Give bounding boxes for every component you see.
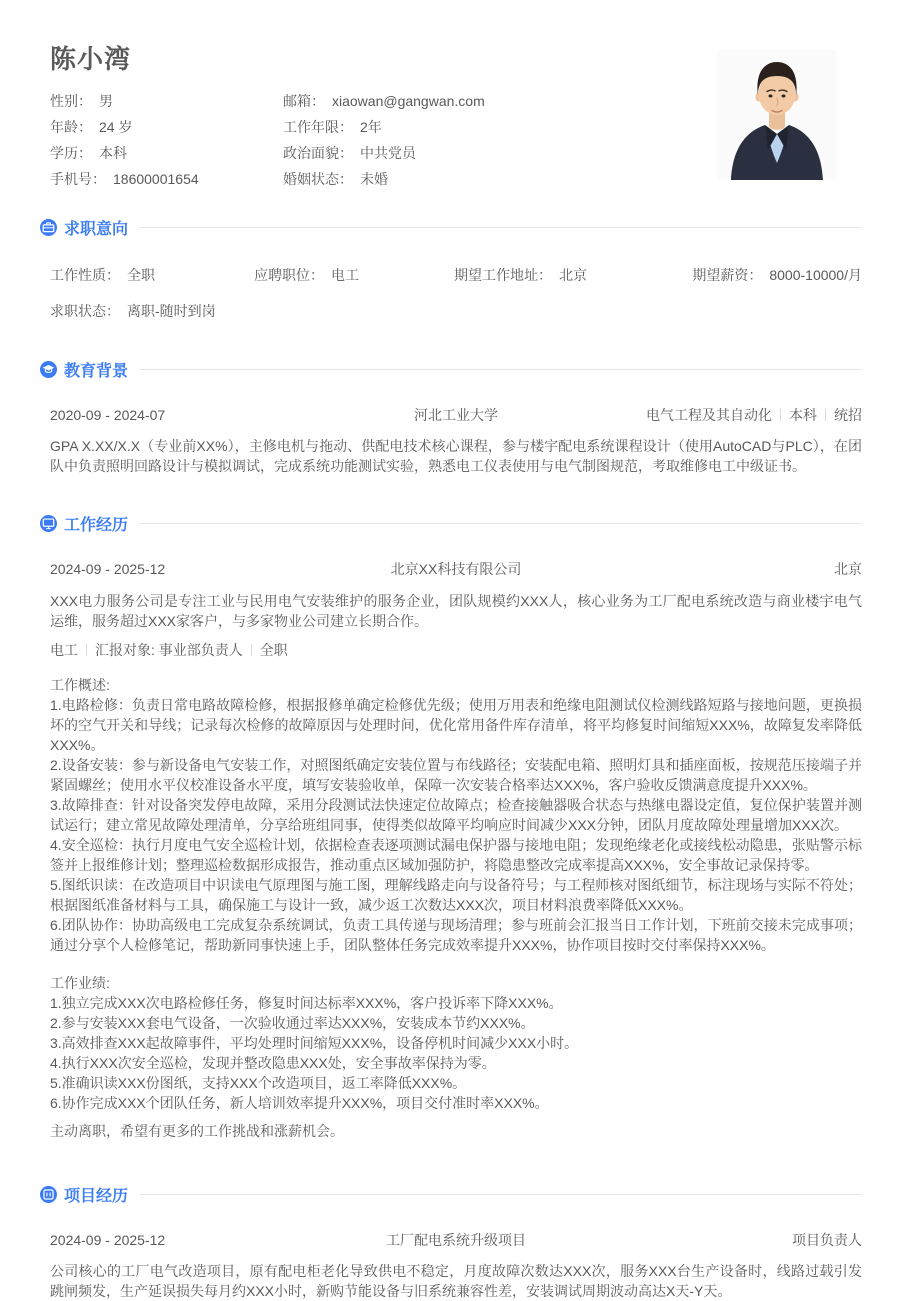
project-name: 工厂配电系统升级项目 — [386, 1232, 526, 1248]
section-work-experience — [0, 512, 900, 1141]
separator — [251, 644, 252, 656]
section-project-experience — [0, 1183, 900, 1301]
duty-item: 4.安全巡检：执行月度电气安全巡检计划，依据检查表逐项测试漏电保护器与接地电阻；发现绝缘老化或接线松动隐患，张贴警示标签并上报维修计划；整理巡检数据形成报告，推动重点区域加强防护，将隐患整改完成率提高XXX%，安全事故记录保持零。 — [50, 837, 862, 873]
project-role: 项目负责人 — [792, 1232, 862, 1248]
info-value: 男 — [99, 93, 113, 109]
field-label: 期望工作地址： — [454, 267, 552, 283]
separator — [86, 644, 87, 656]
info-label: 工作年限： — [283, 119, 353, 135]
duty-item: 2.设备安装：参与新设备电气安装工作，对照图纸确定安装位置与布线路径；安装配电箱、照明灯具和插座面板，按规范压接端子并紧固螺丝；使用水平仪校准设备水平度，填写安装验收单，保障一次安装合格率达XXX%，客户验收反馈满意度提升XXX%。 — [50, 757, 862, 793]
intent-field-location — [454, 265, 682, 285]
info-row-gender — [50, 88, 283, 114]
intent-fields-row — [50, 265, 862, 285]
info-row-education — [50, 140, 283, 166]
duty-item: 1.电路检修：负责日常电路故障检修，根据报修单确定检修优先级；使用万用表和绝缘电阻测试仪检测线路短路与接地问题，更换损坏的空气开关和导线；记录每次检修的故障原因与处理时间，优化常用备件库存清单，将平均修复时间缩短XXX%，故障复发率降低XXX%。 — [50, 697, 862, 753]
company-intro: XXX电力服务公司是专注工业与民用电气安装维护的服务企业，团队规模约XXX人，核心业务为工厂配电系统改造与商业楼宇电气运维，服务超过XXX家客户，与多家物业公司建立长期合作。 — [50, 593, 862, 629]
section-title: 教育背景 — [64, 363, 129, 380]
section-header — [0, 216, 862, 239]
work-row — [50, 559, 862, 579]
field-value: 全职 — [127, 267, 155, 283]
section-header — [0, 358, 862, 381]
candidate-name: 陈小湾 — [50, 44, 132, 74]
info-label: 年龄： — [50, 119, 92, 135]
info-label: 手机号： — [50, 171, 106, 187]
duty-item: 6.团队协作：协助高级电工完成复杂系统调试，负责工具传递与现场清理；参与班前会汇报当日工作计划，下班前交接未完成事项；通过分享个人检修笔记，帮助新同事快速上手，团队整体任务完成效率提升XXX%，协作项目按时交付率保持XXX%。 — [50, 917, 862, 953]
field-label: 求职状态： — [50, 303, 120, 319]
field-value: 8000-10000/月 — [769, 267, 862, 283]
field-label: 期望薪资： — [692, 267, 763, 283]
achievements-label: 工作业绩: — [50, 975, 110, 991]
achievement-item: 2.参与安装XXX套电气设备，一次验收通过率达XXX%，安装成本节约XXX%。 — [50, 1015, 535, 1031]
education-meta — [646, 405, 862, 425]
info-value: 24 岁 — [99, 119, 133, 135]
section-divider — [140, 1194, 862, 1195]
separator — [780, 409, 781, 421]
briefcase-icon — [40, 219, 57, 236]
education-description: GPA X.XX/X.X（专业前XX%），主修电机与拖动、供配电技术核心课程，参与楼宇配电系统课程设计（使用AutoCAD与PLC），在团队中负责照明回路设计与模拟调试，完成系统功能测试实验，熟悉电工仪表使用与电气制图规范，考取维修电工中级证书。 — [50, 438, 862, 474]
education-period: 2020-09 - 2024-07 — [50, 407, 166, 423]
work-location: 北京 — [834, 561, 862, 577]
achievement-item: 1.独立完成XXX次电路检修任务，修复时间达标率XXX%，客户投诉率下降XXX%。 — [50, 995, 563, 1011]
info-value: 中共党员 — [360, 145, 416, 161]
achievement-item: 6.协作完成XXX个团队任务，新人培训效率提升XXX%，项目交付准时率XXX%。 — [50, 1095, 549, 1111]
field-label: 应聘职位： — [254, 267, 324, 283]
intent-field-position — [254, 265, 454, 285]
degree: 本科 — [789, 407, 817, 423]
graduation-cap-icon — [40, 361, 57, 378]
achievement-item: 5.准确识读XXX份图纸，支持XXX个改造项目，返工率降低XXX%。 — [50, 1075, 467, 1091]
section-divider — [140, 369, 862, 370]
info-label: 政治面貌： — [283, 145, 353, 161]
field-value: 离职-随时到岗 — [127, 303, 216, 319]
intent-status-row — [50, 301, 862, 321]
position-row — [50, 640, 862, 660]
info-label: 邮箱： — [283, 93, 325, 109]
section-header — [0, 512, 862, 535]
education-row — [50, 405, 862, 425]
project-row — [50, 1230, 862, 1250]
section-title: 项目经历 — [64, 1188, 129, 1205]
section-title: 求职意向 — [64, 221, 129, 238]
school-name: 河北工业大学 — [414, 407, 498, 423]
info-label: 性别： — [50, 93, 92, 109]
header — [0, 0, 900, 192]
info-value: 未婚 — [360, 171, 388, 187]
overview-label: 工作概述: — [50, 677, 110, 693]
monitor-icon — [40, 515, 57, 532]
field-value: 电工 — [331, 267, 359, 283]
major: 电气工程及其自动化 — [646, 407, 772, 423]
duty-item: 3.故障排查：针对设备突发停电故障，采用分段测试法快速定位故障点；检查接触器吸合状态与热继电器设定值，复位保护装置并测试运行；建立常见故障处理清单，分享给班组同事，使得类似故障平均响应时间减少XXX分钟，团队月度故障处理量增加XXX次。 — [50, 797, 862, 833]
field-value: 北京 — [559, 267, 587, 283]
profile-photo — [717, 50, 837, 180]
intent-field-salary — [692, 265, 862, 285]
achievement-item: 3.高效排查XXX起故障事件，平均处理时间缩短XXX%，设备停机时间减少XXX小时。 — [50, 1035, 579, 1051]
company-name: 北京XX科技有限公司 — [390, 561, 522, 577]
info-value: 2年 — [360, 119, 382, 135]
info-row-age — [50, 114, 283, 140]
intent-field-status — [50, 301, 216, 321]
employment-type: 全职 — [259, 642, 288, 658]
duty-item: 5.图纸识读：在改造项目中识读电气原理图与施工图，理解线路走向与设备符号；与工程师核对图纸细节，标注现场与实际不符处；根据图纸准备材料与工具，确保施工与设计一致，减少返工次数达XXX次，项目材料浪费率降低XXX%。 — [50, 877, 862, 913]
info-row-phone — [50, 166, 283, 192]
profile-info-left — [50, 88, 283, 192]
section-title: 工作经历 — [64, 517, 129, 534]
section-divider — [140, 227, 862, 228]
position-title: 电工 — [50, 642, 78, 658]
section-education — [0, 358, 900, 476]
info-label: 婚姻状态： — [283, 171, 353, 187]
field-label: 工作性质： — [50, 267, 120, 283]
info-value: 18600001654 — [113, 171, 199, 187]
portrait-illustration — [717, 50, 837, 180]
work-period: 2024-09 - 2025-12 — [50, 561, 166, 577]
intent-field-nature — [50, 265, 254, 285]
project-period: 2024-09 - 2025-12 — [50, 1232, 166, 1248]
enroll-type: 统招 — [834, 407, 862, 423]
separator — [825, 409, 826, 421]
section-divider — [140, 523, 862, 524]
project-description: 公司核心的工厂电气改造项目，原有配电柜老化导致供电不稳定，月度故障次数达XXX次，服务XXX台生产设备时，线路过载引发跳闸频发，生产延误损失每月约XXX小时，新购节能设备与旧系统兼容性差，安装调试周期波动高达X天-Y天。 — [50, 1263, 862, 1299]
section-header — [0, 1183, 862, 1206]
report-to: 汇报对象: 事业部负责人 — [95, 642, 243, 658]
info-value: xiaowan@gangwan.com — [332, 93, 485, 109]
section-job-intent — [0, 216, 900, 321]
info-value: 本科 — [99, 145, 127, 161]
info-label: 学历： — [50, 145, 92, 161]
achievement-item: 4.执行XXX次安全巡检，发现并整改隐患XXX处，安全事故率保持为零。 — [50, 1055, 496, 1071]
leave-note: 主动离职，希望有更多的工作挑战和涨薪机会。 — [50, 1123, 344, 1139]
building-icon — [40, 1186, 57, 1203]
